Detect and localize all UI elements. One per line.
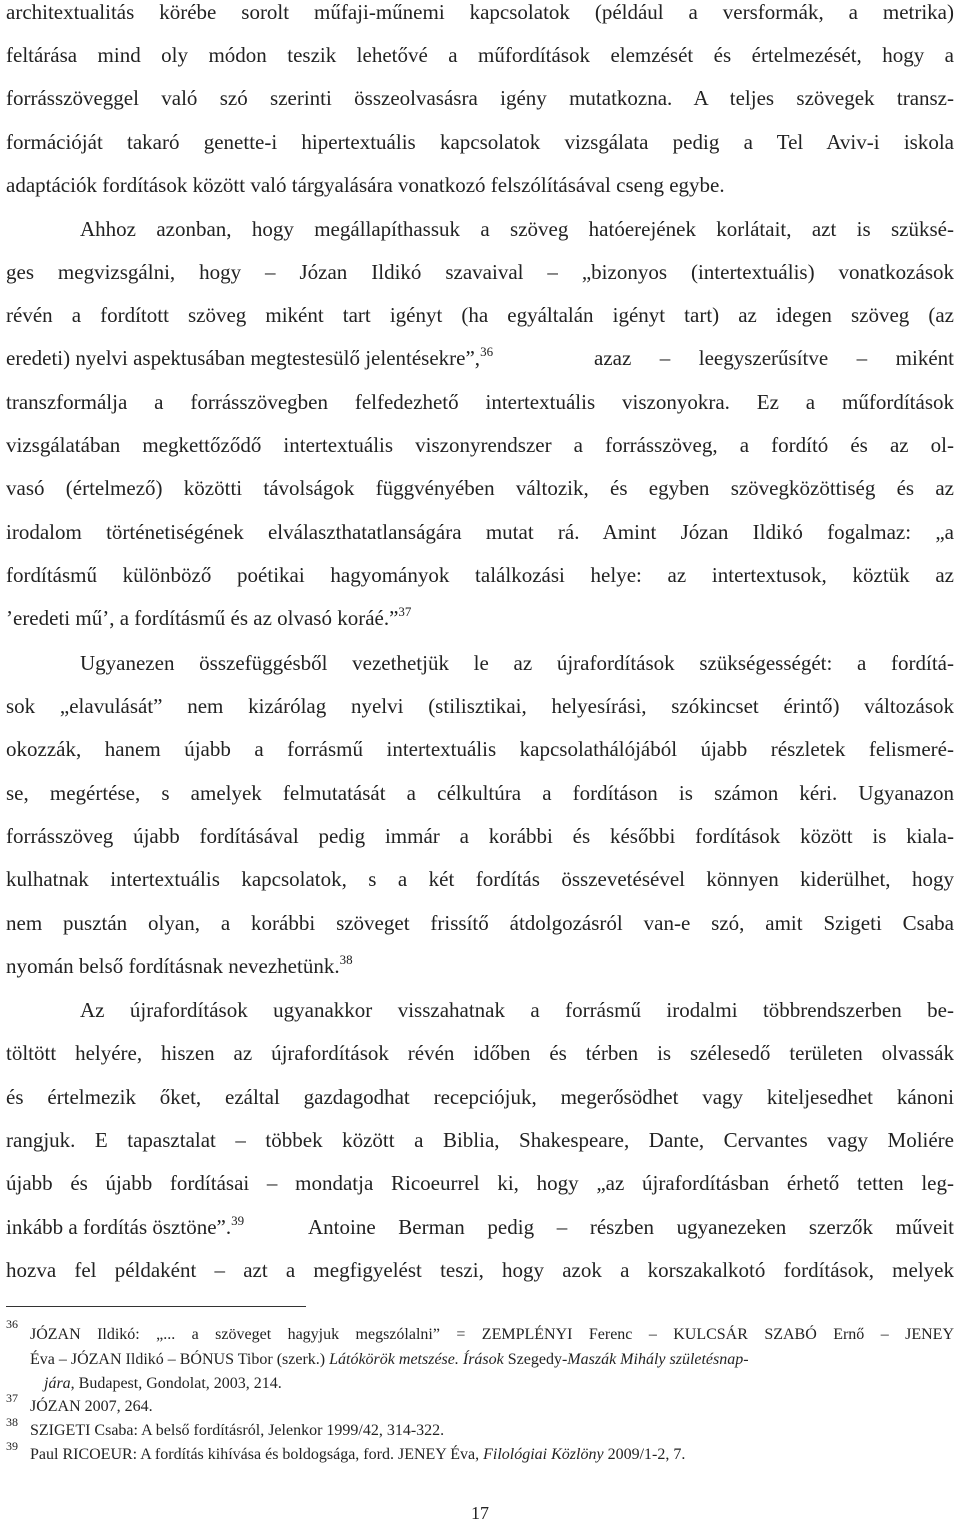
body-line: újabb és újabb fordításai – mondatja Ricoeurrel ki, hogy „az újrafordításban érhető tetten leg- (6, 1171, 954, 1195)
footnote-number: 38 (6, 1415, 18, 1429)
body-line: adaptációk fordítások között való tárgyalására vonatkozó felszólításával cseng egybe. (6, 173, 725, 197)
line-text: eredeti) nyelvi aspektusában megtestesülő jelentésekre”, (6, 346, 481, 370)
page-number: 17 (471, 1503, 489, 1523)
body-line: architextualitás körébe sorolt műfaji-műnemi kapcsolatok (például a versformák, a metrika) (6, 0, 954, 24)
body-line: Ahhoz azonban, hogy megállapíthassuk a szöveg hatóerejének korlátait, azt is szüksé- (80, 217, 954, 241)
body-line: vasó (értelmező) közötti távolságok függvényében változik, és egyben szövegközöttiség és az (6, 476, 954, 500)
line-text: nyomán belső fordításnak nevezhetünk. (6, 954, 340, 978)
body-line (6, 604, 954, 630)
footnote-36-line3 (44, 1376, 282, 1392)
footnote-number: 37 (6, 1391, 18, 1405)
body-line: töltött helyére, hiszen az újrafordítások révén időben és térben is szélesedő területen olvassák (6, 1041, 954, 1065)
footnote-title: Filológiai Közlöny (483, 1446, 604, 1463)
footnote-36-line2 (30, 1352, 749, 1368)
footnote-text: 2009/1-2, 7. (603, 1446, 686, 1463)
body-line: Ugyanezen összefüggésből vezethetjük le az újrafordítások szükségességét: a fordítá- (80, 651, 954, 675)
body-line (6, 1213, 954, 1239)
footnote-text: Paul RICOEUR: A fordítás kihívása és boldogsága, ford. JENEY Éva, (30, 1446, 484, 1463)
footnote-ref: 38 (339, 952, 353, 967)
body-line (6, 344, 954, 370)
footnote-ref: 37 (398, 604, 412, 619)
body-line: vizsgálatában megkettőződő intertextuális viszonyrendszer a forrásszöveg, a fordító és az ol- (6, 433, 954, 457)
body-line: rangjuk. E tapasztalat – többek között a Biblia, Shakespeare, Dante, Cervantes vagy Moliére (6, 1128, 954, 1152)
line-text: ’eredeti mű’, a fordításmű és az olvasó koráé.” (6, 606, 399, 630)
body-line: és értelmezik őket, ezáltal gazdagodhat recepciójuk, megerősödhet vagy kiteljesedhet kánoni (6, 1085, 954, 1109)
footnote-text: Szegedy- (507, 1351, 568, 1368)
footnote-36-line1: JÓZAN Ildikó: „... a szöveget hagyjuk megszólalni” = ZEMPLÉNYI Ferenc – KULCSÁR SZABÓ Ernő – JENEY (30, 1326, 954, 1343)
body-line: hozva fel példaként – azt a megfigyelést teszi, hogy azok a korszakalkotó fordítások, melyek (6, 1258, 954, 1282)
body-line: forrásszöveg újabb fordításával pedig immár a korábbi és későbbi fordítások között is kiala- (6, 824, 954, 848)
footnote-39 (30, 1447, 685, 1463)
body-line: irodalom történetiségének elválaszthatatlanságára mutat rá. Amint Józan Ildikó fogalmaz: „a (6, 520, 954, 544)
line-text: Antoine Berman pedig – részben ugyanezeken szerzők műveit (308, 1215, 954, 1239)
footnote-title: jára (44, 1375, 71, 1392)
footnote-ref: 39 (231, 1213, 245, 1228)
footnote-text: Éva – JÓZAN Ildikó – BÓNUS Tibor (szerk.) (30, 1351, 330, 1368)
body-line: se, megértése, s amelyek felmutatását a célkultúra a fordításon is számon kéri. Ugyanazon (6, 781, 954, 805)
footnote-text: , Budapest, Gondolat, 2003, 214. (70, 1375, 282, 1392)
body-line: feltárása mind oly módon teszik lehetővé a műfordítások elemzését és értelmezését, hogy a (6, 43, 954, 67)
footnote-separator (6, 1306, 306, 1307)
footnote-number: 36 (6, 1317, 18, 1331)
body-line: ges megvizsgálni, hogy – Józan Ildikó szavaival – „bizonyos (intertextuális) vonatkozások (6, 260, 954, 284)
line-text: inkább a fordítás ösztöne”. (6, 1215, 232, 1239)
body-line: sok „elavulását” nem kizárólag nyelvi (stilisztikai, helyesírási, szókincset érintő) változások (6, 694, 954, 718)
footnote-title: Maszák Mihály születésnap- (567, 1351, 749, 1368)
body-line: formációját takaró genette-i hipertextuális kapcsolatok vizsgálata pedig a Tel Aviv-i iskola (6, 130, 954, 154)
body-line: kulhatnak intertextuális kapcsolatok, s a két fordítás összevetésével könnyen kiderülhet, hogy (6, 867, 954, 891)
body-line: okozzák, hanem újabb a forrásmű intertextuális kapcsolathálójából újabb részletek felismeré- (6, 737, 954, 761)
footnote-37: JÓZAN 2007, 264. (30, 1398, 153, 1415)
line-text: azaz – leegyszerűsítve – miként (594, 346, 954, 370)
body-line: forrásszöveggel való szó szerinti összeolvasásra igény mutatkozna. A teljes szövegek transz- (6, 86, 954, 110)
footnote-38: SZIGETI Csaba: A belső fordításról, Jelenkor 1999/42, 314-322. (30, 1422, 445, 1439)
footnote-title: Látókörök metszése. Írások (329, 1351, 508, 1368)
body-line: révén a fordított szöveg miként tart igényt (ha egyáltalán igényt tart) az idegen szöveg (az (6, 303, 954, 327)
body-line: Az újrafordítások ugyanakkor visszahatnak a forrásmű irodalmi többrendszerben be- (80, 998, 954, 1022)
footnote-ref: 36 (480, 344, 494, 359)
footnote-number: 39 (6, 1439, 18, 1453)
body-line: transzformálja a forrásszövegben felfedezhető intertextuális viszonyokra. Ez a műfordítások (6, 390, 954, 414)
body-line: fordításmű különböző poétikai hagyományok találkozási helye: az intertextusok, köztük az (6, 563, 954, 587)
body-line (6, 952, 954, 978)
body-line: nem pusztán olyan, a korábbi szöveget frissítő átdolgozásról van-e szó, amit Szigeti Csaba (6, 911, 954, 935)
